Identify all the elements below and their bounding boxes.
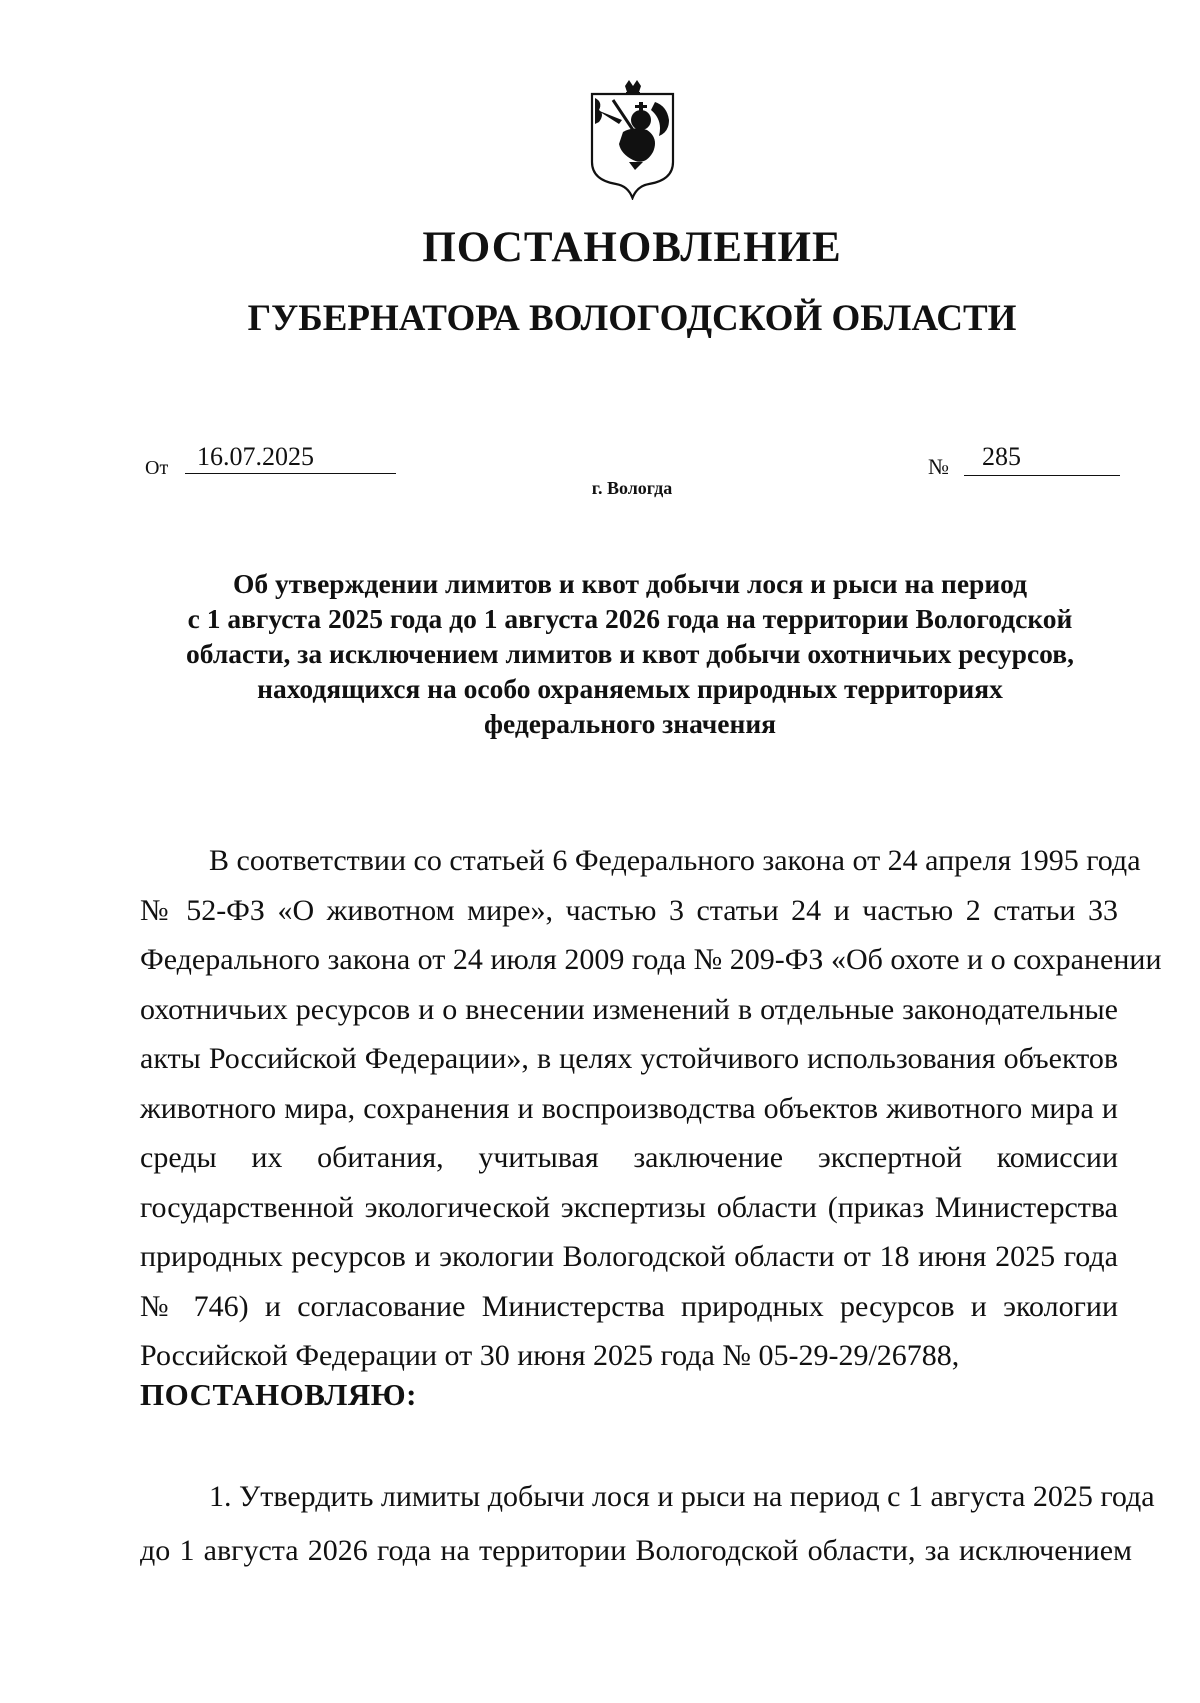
preamble-line: государственной экологической экспертизы области (приказ Министерства — [140, 1190, 1118, 1224]
document-date: 16.07.2025 — [185, 440, 396, 474]
preamble-line: В соответствии со статьей 6 Федерального закона от 24 апреля 1995 года — [209, 844, 1141, 877]
preamble-line: животного мира, сохранения и воспроизводства объектов животного мира и — [140, 1091, 1118, 1125]
subject-line: области, за исключением лимитов и квот добычи охотничьих ресурсов, — [186, 638, 1074, 669]
date-label: От — [145, 457, 169, 479]
preamble-line: № 52-ФЗ «О животном мире», частью 3 статьи 24 и частью 2 статьи 33 — [140, 893, 1118, 927]
city: г. Вологда — [591, 478, 673, 498]
preamble-line: акты Российской Федерации», в целях устойчивого использования объектов — [140, 1042, 1118, 1075]
preamble-line: Федерального закона от 24 июля 2009 года № 209-ФЗ «Об охоте и о сохранении — [140, 943, 1162, 976]
preamble-line: среды их обитания, учитывая заключение экспертной комиссии — [140, 1141, 1118, 1174]
number-label: № — [928, 454, 949, 479]
subject-line: Об утверждении лимитов и квот добычи лося и рыси на период — [232, 568, 1028, 599]
decree-heading: ПОСТАНОВЛЯЮ: — [140, 1377, 417, 1412]
point-line: 1. Утвердить лимиты добычи лося и рыси на период с 1 августа 2025 года — [209, 1480, 1155, 1513]
document-title: ПОСТАНОВЛЕНИЕ — [422, 224, 842, 271]
subject-line: с 1 августа 2025 года до 1 августа 2026 года на территории Вологодской — [187, 603, 1073, 634]
point-line: до 1 августа 2026 года на территории Вологодской области, за исключением — [140, 1534, 1132, 1567]
preamble — [140, 836, 1162, 1381]
preamble-line: охотничьих ресурсов и о внесении изменений в отдельные законодательные — [140, 992, 1118, 1026]
preamble-line: Российской Федерации от 30 июня 2025 года № 05-29-29/26788, — [140, 1339, 960, 1372]
document-subtitle: ГУБЕРНАТОРА ВОЛОГОДСКОЙ ОБЛАСТИ — [247, 298, 1017, 339]
point-1 — [140, 1470, 1155, 1578]
vologda-coat-of-arms-icon — [589, 80, 676, 200]
preamble-line: природных ресурсов и экологии Вологодской области от 18 июня 2025 года — [140, 1240, 1118, 1273]
subject-line: федерального значения — [483, 708, 777, 739]
subject-line: находящихся на особо охраняемых природных территориях — [257, 673, 1003, 704]
document-subject — [140, 566, 1120, 741]
document-number: 285 — [964, 442, 1120, 476]
preamble-line: № 746) и согласование Министерства природных ресурсов и экологии — [140, 1289, 1118, 1323]
